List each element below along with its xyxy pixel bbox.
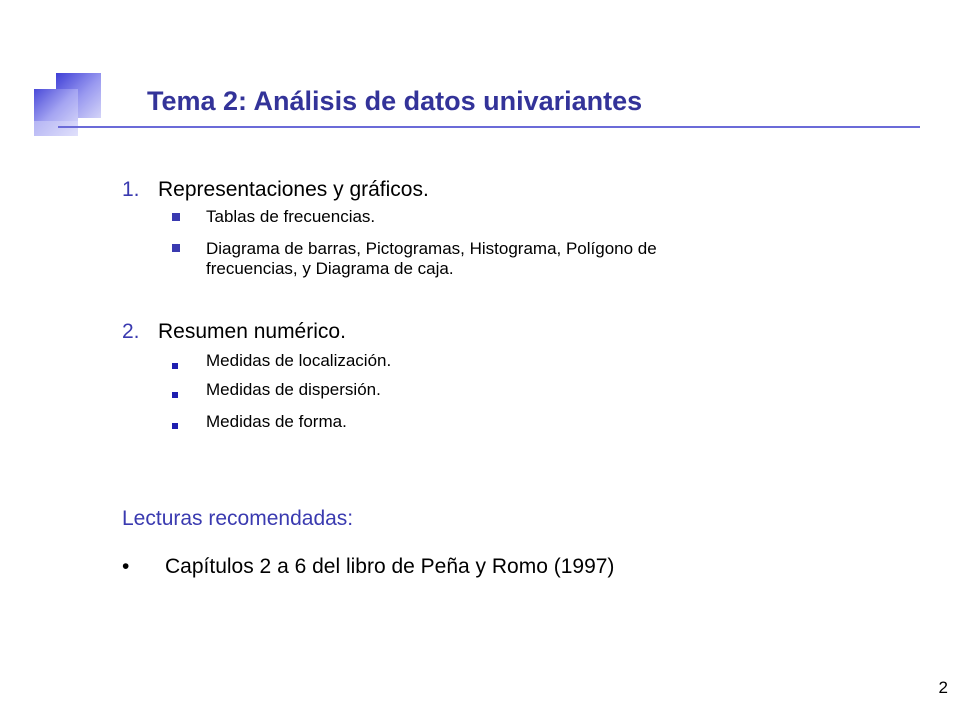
section-2-number: 2.	[122, 320, 140, 343]
section-2-item-2: Medidas de dispersión.	[206, 380, 381, 399]
readings-item: Capítulos 2 a 6 del libro de Peña y Romo (1997)	[165, 555, 615, 578]
section-1-title: Representaciones y gráficos.	[158, 178, 429, 201]
readings-bullet: •	[122, 555, 130, 578]
section-2-title: Resumen numérico.	[158, 320, 346, 343]
page-number: 2	[938, 678, 948, 697]
bullet-diamond-icon	[172, 213, 180, 221]
section-1-number: 1.	[122, 178, 140, 201]
bullet-diamond-icon	[172, 244, 180, 252]
section-2-item-1: Medidas de localización.	[206, 351, 392, 370]
bullet-square-icon	[172, 363, 178, 369]
section-1-item-2-line-2: frecuencias, y Diagrama de caja.	[206, 259, 454, 278]
section-2-item-3: Medidas de forma.	[206, 412, 347, 431]
section-1-item-1: Tablas de frecuencias.	[206, 207, 376, 226]
bullet-square-icon	[172, 392, 178, 398]
title-decoration-square-small	[34, 121, 78, 136]
section-1-item-2-line-1: Diagrama de barras, Pictogramas, Histograma, Polígono de	[206, 239, 657, 258]
slide-title: Tema 2: Análisis de datos univariantes	[147, 86, 643, 116]
readings-label: Lecturas recomendadas:	[122, 507, 354, 530]
section-1-heading	[122, 178, 429, 202]
section-2-heading	[122, 320, 346, 344]
title-underline	[58, 126, 920, 128]
bullet-square-icon	[172, 423, 178, 429]
